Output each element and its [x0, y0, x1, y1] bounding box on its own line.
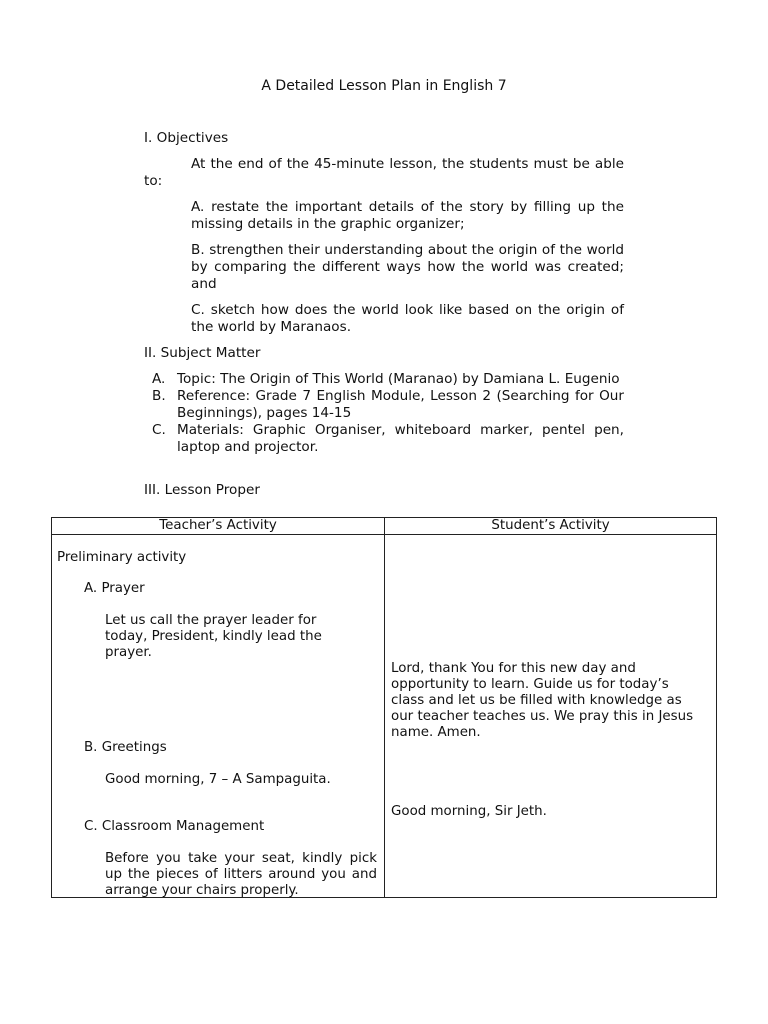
preliminary-activity-label: Preliminary activity [57, 550, 187, 565]
item-text: Topic: The Origin of This World (Maranao) by Damiana L. Eugenio [177, 371, 620, 387]
item-marker: B. [152, 388, 166, 404]
column-divider [384, 518, 385, 897]
prayer-teacher-text: Let us call the prayer leader for today, President, kindly lead the prayer. [105, 613, 322, 660]
greetings-heading: B. Greetings [84, 740, 167, 755]
lesson-proper-heading: III. Lesson Proper [144, 482, 260, 498]
item-marker: C. [152, 422, 166, 438]
subject-matter-heading: II. Subject Matter [144, 345, 261, 361]
classroom-management-teacher-text: Before you take your seat, kindly pick up the pieces of litters around you and arrange your chairs properly. [105, 851, 377, 898]
subject-matter-item [152, 371, 624, 388]
header-divider [52, 534, 716, 535]
item-text: Materials: Graphic Organiser, whiteboard marker, pentel pen, laptop and projector. [177, 422, 624, 455]
item-text: Reference: Grade 7 English Module, Lesson 2 (Searching for Our Beginnings), pages 14-15 [177, 388, 624, 421]
classroom-management-heading: C. Classroom Management [84, 819, 265, 834]
objective-c: C. sketch how does the world look like based on the origin of the world by Maranaos. [191, 302, 624, 335]
activity-table [51, 517, 717, 898]
prayer-heading: A. Prayer [84, 581, 145, 596]
teacher-column-header: Teacher’s Activity [159, 518, 277, 533]
subject-matter-item [152, 388, 624, 422]
item-marker: A. [152, 371, 166, 387]
objective-b: B. strengthen their understanding about the origin of the world by comparing the different ways how the world was created; and [191, 242, 624, 292]
subject-matter-list [152, 371, 624, 456]
objectives-heading: I. Objectives [144, 130, 229, 146]
subject-matter-item [152, 422, 624, 456]
greetings-student-text: Good morning, Sir Jeth. [391, 804, 547, 819]
objectives-intro: At the end of the 45-minute lesson, the students must be able to: [144, 156, 624, 189]
page-title: A Detailed Lesson Plan in English 7 [261, 78, 507, 94]
greetings-teacher-text: Good morning, 7 – A Sampaguita. [105, 772, 331, 787]
prayer-student-text: Lord, thank You for this new day and opportunity to learn. Guide us for today’s class and let us be filled with knowledge as our teacher teaches us. We pray this in Jesus name. Amen. [391, 661, 694, 740]
student-column-header: Student’s Activity [491, 518, 610, 533]
objective-a: A. restate the important details of the story by filling up the missing details in the graphic organizer; [191, 199, 624, 232]
